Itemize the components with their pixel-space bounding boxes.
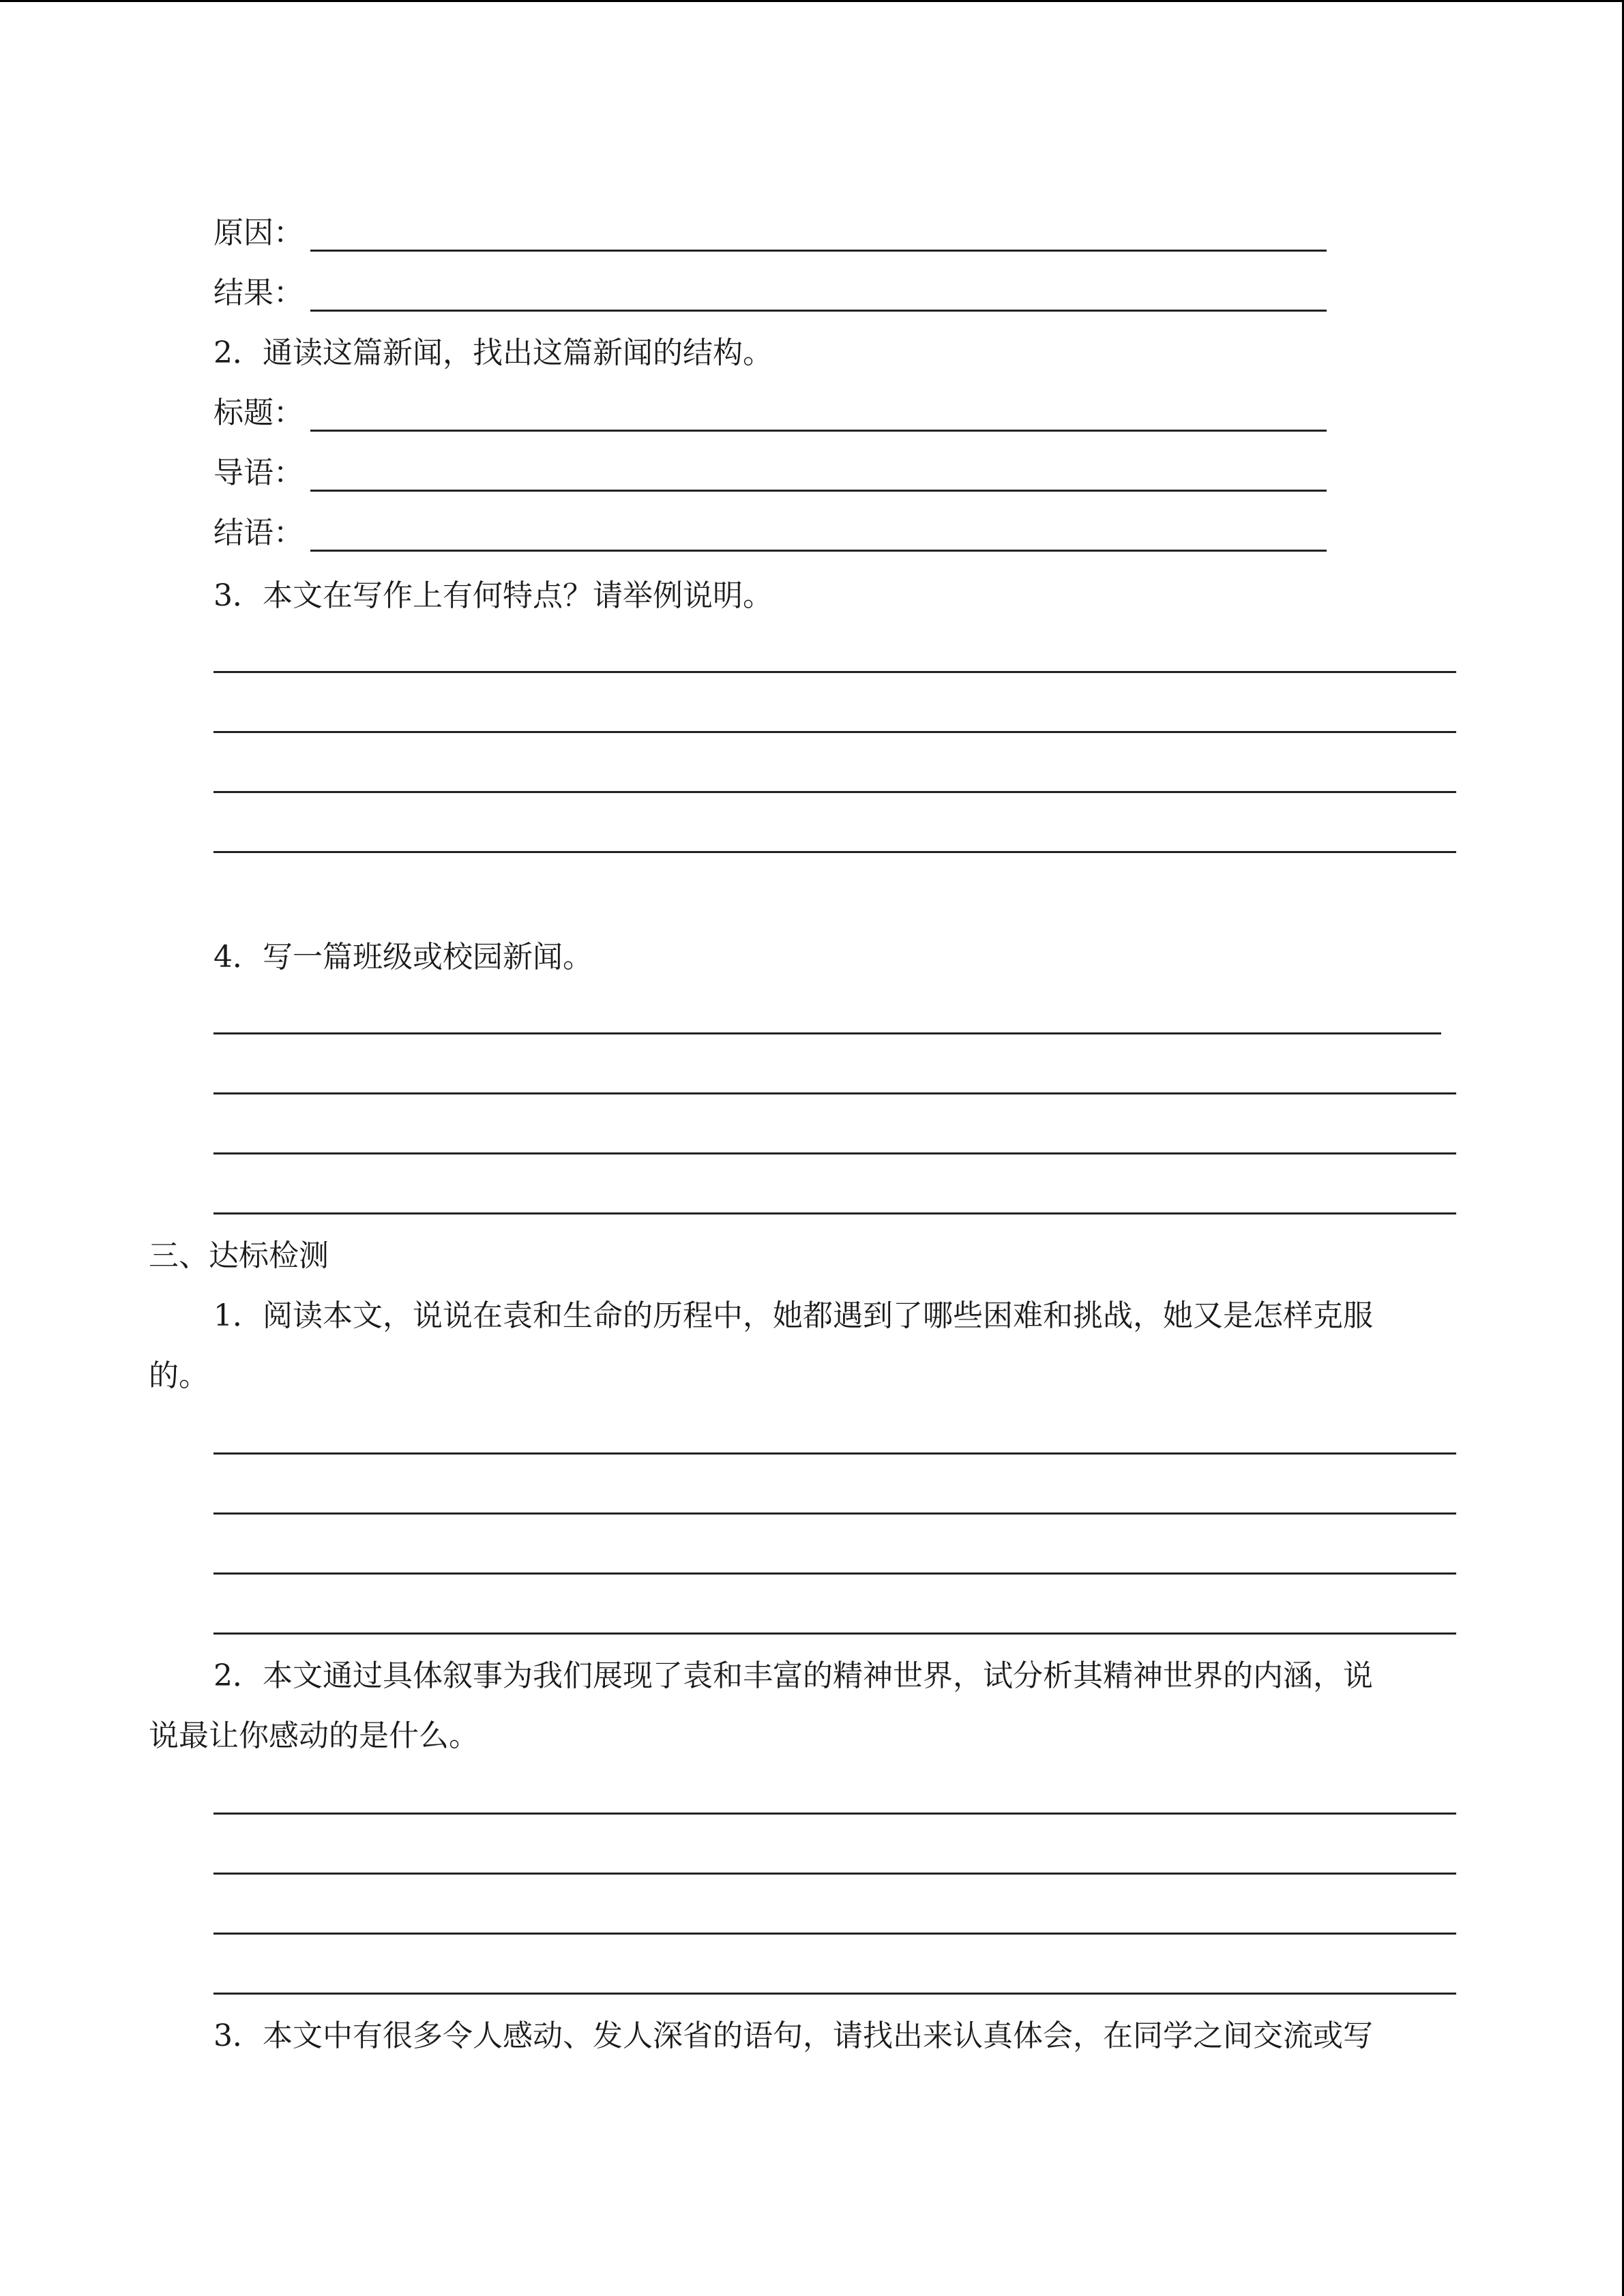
answer-line[interactable] <box>213 1032 1441 1034</box>
answer-line[interactable] <box>213 731 1456 733</box>
result-answer-line[interactable] <box>310 310 1327 312</box>
answer-line[interactable] <box>213 671 1456 673</box>
question-2-4: 4．写一篇班级或校园新闻。 <box>213 940 593 974</box>
question-3-2-cont: 说最让你感动的是什么。 <box>149 1718 479 1753</box>
answer-line[interactable] <box>213 1152 1456 1154</box>
cause-answer-line[interactable] <box>310 250 1327 252</box>
ending-answer-line[interactable] <box>310 550 1327 552</box>
answer-line[interactable] <box>213 1452 1456 1455</box>
answer-line[interactable] <box>213 1512 1456 1515</box>
answer-line[interactable] <box>213 1933 1456 1935</box>
answer-line[interactable] <box>213 1873 1456 1875</box>
section-heading: 三、达标检测 <box>149 1238 329 1273</box>
title-answer-line[interactable] <box>310 430 1327 432</box>
question-3-3: 3．本文中有很多令人感动、发人深省的语句，请找出来认真体会，在同学之间交流或写 <box>213 2018 1373 2053</box>
answer-line[interactable] <box>213 1212 1456 1214</box>
question-3-2: 2．本文通过具体叙事为我们展现了袁和丰富的精神世界，试分析其精神世界的内涵，说 <box>213 1658 1373 1693</box>
lead-label: 导语： <box>213 456 304 490</box>
answer-line[interactable] <box>213 851 1456 853</box>
answer-line[interactable] <box>213 1632 1456 1635</box>
result-label: 结果： <box>213 275 304 310</box>
page-border-top <box>0 0 1624 2</box>
answer-line[interactable] <box>213 791 1456 793</box>
question-3-1-cont: 的。 <box>149 1358 209 1393</box>
title-label: 标题： <box>213 396 304 430</box>
cause-label: 原因： <box>213 215 304 250</box>
answer-line[interactable] <box>213 1092 1456 1094</box>
question-2-2: 2．通读这篇新闻，找出这篇新闻的结构。 <box>213 336 773 370</box>
lead-answer-line[interactable] <box>310 490 1327 492</box>
question-3-1: 1．阅读本文，说说在袁和生命的历程中，她都遇到了哪些困难和挑战，她又是怎样克服 <box>213 1298 1373 1333</box>
question-2-3: 3．本文在写作上有何特点？请举例说明。 <box>213 578 773 613</box>
ending-label: 结语： <box>213 516 304 550</box>
answer-line[interactable] <box>213 1572 1456 1575</box>
answer-line[interactable] <box>213 1993 1456 1995</box>
answer-line[interactable] <box>213 1813 1456 1815</box>
